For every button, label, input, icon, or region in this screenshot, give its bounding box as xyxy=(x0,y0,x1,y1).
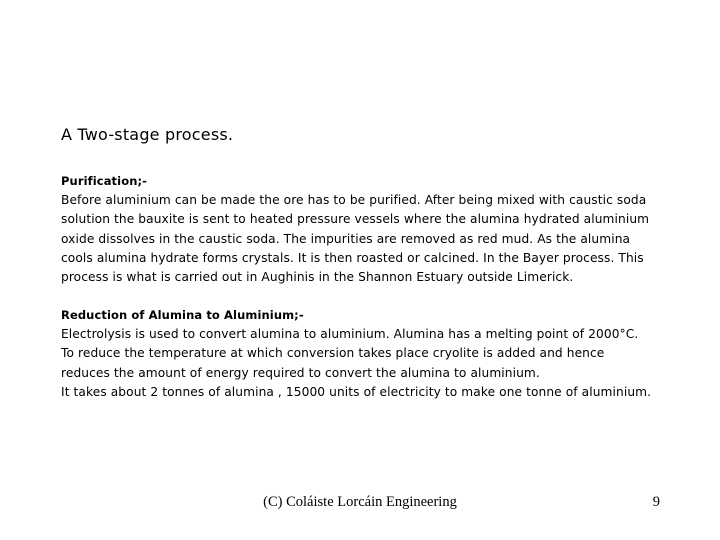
purification-line: process is what is carried out in Aughinis in the Shannon Estuary outside Limerick. xyxy=(61,270,574,285)
purification-section xyxy=(61,172,701,287)
slide-subtitle: A Two-stage process. xyxy=(61,125,234,144)
reduction-section xyxy=(61,306,701,402)
purification-heading: Purification;- xyxy=(61,174,148,188)
reduction-heading: Reduction of Alumina to Aluminium;- xyxy=(61,308,304,322)
page-number: 9 xyxy=(652,494,660,510)
purification-line: oxide dissolves in the caustic soda. The impurities are removed as red mud. As the alumina xyxy=(61,231,631,246)
purification-line: cools alumina hydrate forms crystals. It is then roasted or calcined. In the Bayer process. This xyxy=(61,250,644,265)
purification-line: solution the bauxite is sent to heated pressure vessels where the alumina hydrated aluminium xyxy=(61,212,650,227)
slide-footer: (C) Coláiste Lorcáin Engineering xyxy=(263,494,457,510)
reduction-line: To reduce the temperature at which conversion takes place cryolite is added and hence xyxy=(61,346,605,361)
reduction-line: reduces the amount of energy required to convert the alumina to aluminium. xyxy=(61,365,540,380)
reduction-line: Electrolysis is used to convert alumina to aluminium. Alumina has a melting point of 2000°C. xyxy=(61,327,639,342)
purification-line: Before aluminium can be made the ore has to be purified. After being mixed with caustic soda xyxy=(61,193,647,208)
reduction-line: It takes about 2 tonnes of alumina , 15000 units of electricity to make one tonne of aluminium. xyxy=(61,384,652,399)
